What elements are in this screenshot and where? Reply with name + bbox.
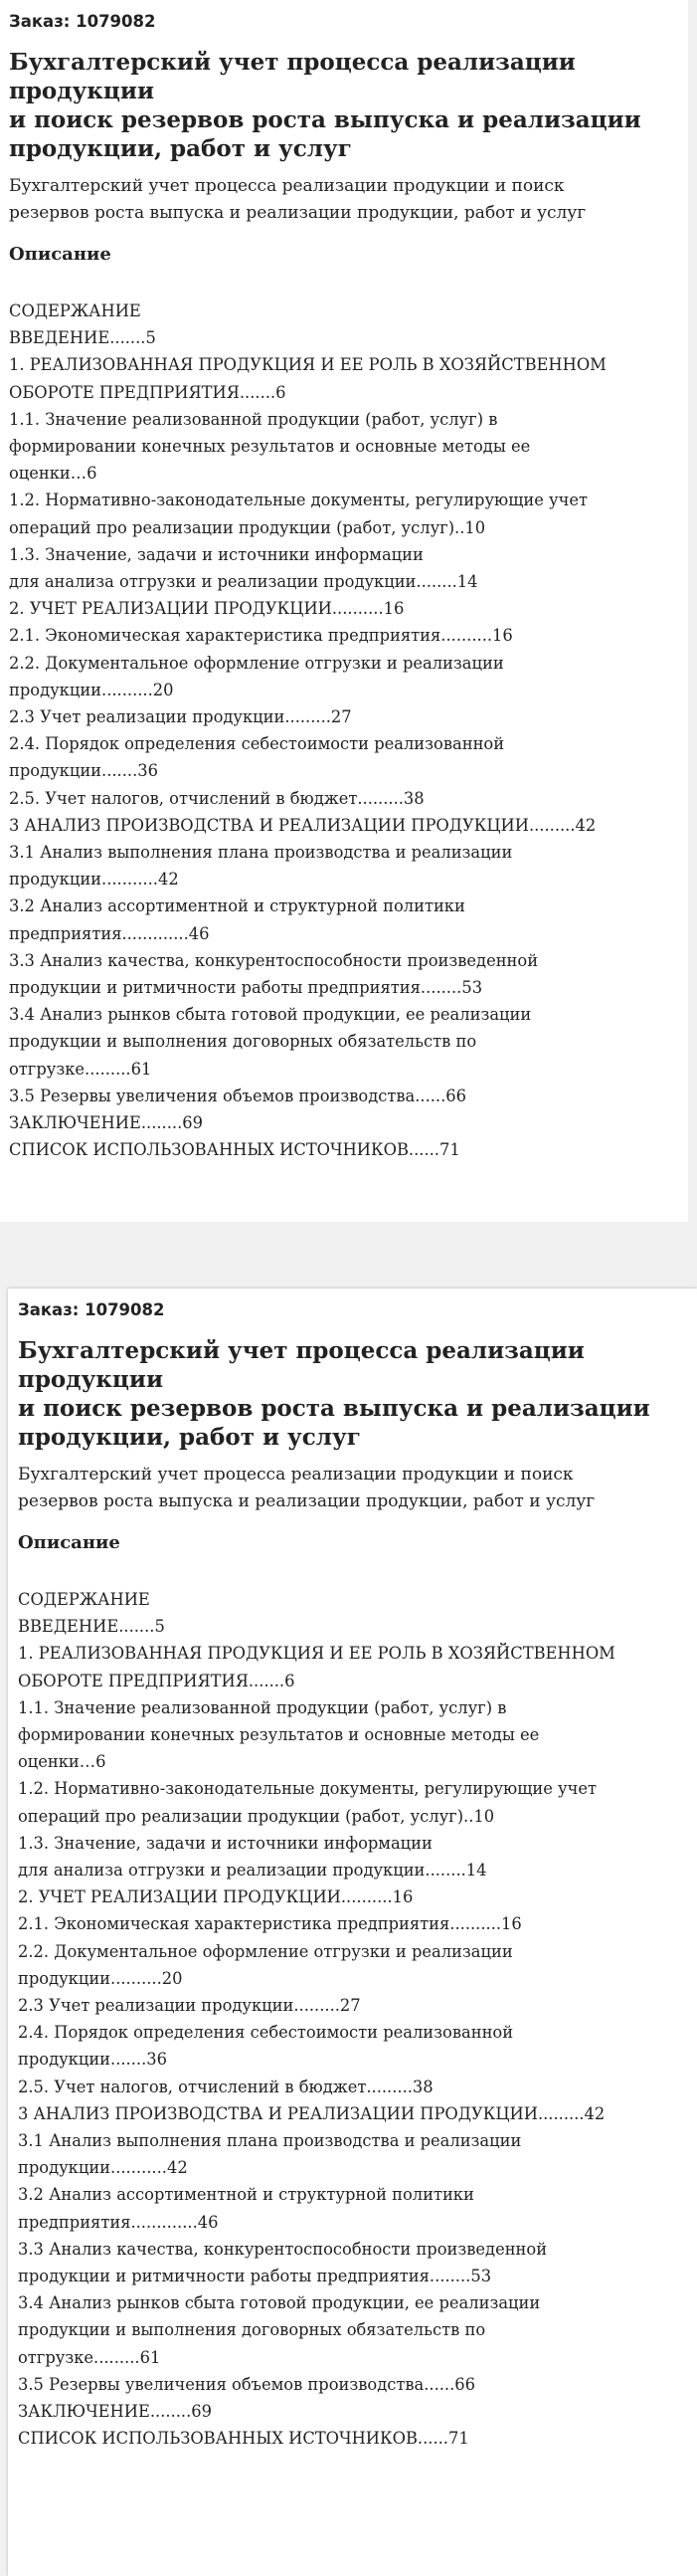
toc-line: 1. РЕАЛИЗОВАННАЯ ПРОДУКЦИЯ И ЕЕ РОЛЬ В ХОЗЯЙСТВЕННОМ [9, 355, 607, 375]
toc-line: продукции и ритмичности работы предприятия........53 [18, 2267, 492, 2286]
toc-line: 2. УЧЕТ РЕАЛИЗАЦИИ ПРОДУКЦИИ..........16 [9, 599, 405, 619]
document-card-primary [0, 0, 688, 1222]
table-of-contents [18, 1586, 687, 2453]
document-title-line: Бухгалтерский учет процесса реализации продукции [18, 1337, 585, 1393]
document-subtitle-line: Бухгалтерский учет процесса реализации продукции и поиск [18, 1465, 574, 1485]
toc-line: 2.4. Порядок определения себестоимости реализованной [18, 2023, 514, 2043]
toc-line: предприятия.............46 [9, 923, 210, 943]
toc-line: 1.2. Нормативно-законодательные документы, регулирующие учет [9, 491, 589, 510]
toc-line: продукции.......36 [18, 2050, 167, 2070]
toc-line: 3.3 Анализ качества, конкурентоспособности произведенной [18, 2239, 548, 2259]
toc-line: ЗАКЛЮЧЕНИЕ........69 [18, 2402, 212, 2422]
document-title-line: продукции, работ и услуг [9, 135, 352, 162]
toc-line: формировании конечных результатов и основные методы ее [9, 437, 531, 457]
toc-line: 3.1 Анализ выполнения плана производства и реализации [9, 843, 513, 863]
description-heading: Описание [9, 244, 111, 265]
toc-line: продукции и выполнения договорных обязательств по [9, 1032, 477, 1052]
document-subtitle-line: резервов роста выпуска и реализации продукции, работ и услуг [18, 1491, 596, 1511]
toc-line: 1.1. Значение реализованной продукции (работ, услуг) в [18, 1697, 507, 1717]
toc-line: оценки…6 [9, 464, 97, 484]
order-label: Заказ: 1079082 [18, 1300, 165, 1319]
toc-line: 1.3. Значение, задачи и источники информации [9, 544, 424, 564]
toc-line: 2.4. Порядок определения себестоимости реализованной [9, 734, 505, 754]
toc-line: 2.2. Документальное оформление отгрузки и реализации [18, 1941, 513, 1961]
toc-line: 2.1. Экономическая характеристика предприятия..........16 [9, 626, 513, 646]
toc-line: для анализа отгрузки и реализации продукции........14 [9, 572, 478, 592]
toc-line: ОБОРОТЕ ПРЕДПРИЯТИЯ.......6 [9, 382, 286, 402]
toc-line: ОБОРОТЕ ПРЕДПРИЯТИЯ.......6 [18, 1671, 295, 1690]
toc-line: 3 АНАЛИЗ ПРОИЗВОДСТВА И РЕАЛИЗАЦИИ ПРОДУКЦИИ.........42 [9, 815, 597, 835]
toc-line: ЗАКЛЮЧЕНИЕ........69 [9, 1113, 203, 1133]
toc-line: СОДЕРЖАНИЕ [18, 1590, 150, 1609]
toc-line: операций про реализации продукции (работ, услуг)..10 [9, 517, 486, 537]
document-subtitle-line: Бухгалтерский учет процесса реализации продукции и поиск [9, 176, 565, 196]
toc-line: 3.4 Анализ рынков сбыта готовой продукции, ее реализации [18, 2293, 541, 2313]
toc-line: 1.2. Нормативно-законодательные документы, регулирующие учет [18, 1779, 598, 1799]
document-title [18, 1336, 687, 1452]
toc-line: продукции..........20 [9, 680, 174, 699]
document-subtitle [9, 173, 679, 227]
description-heading: Описание [18, 1532, 120, 1553]
toc-line: 3.3 Анализ качества, конкурентоспособности произведенной [9, 950, 539, 970]
toc-line: 1.3. Значение, задачи и источники информации [18, 1833, 433, 1853]
toc-line: ВВЕДЕНИЕ.......5 [18, 1617, 165, 1637]
document-title-line: Бухгалтерский учет процесса реализации продукции [9, 49, 576, 104]
toc-line: отгрузке.........61 [18, 2347, 161, 2367]
toc-line: 1. РЕАЛИЗОВАННАЯ ПРОДУКЦИЯ И ЕЕ РОЛЬ В ХОЗЯЙСТВЕННОМ [18, 1644, 615, 1664]
toc-line: формировании конечных результатов и основные методы ее [18, 1725, 540, 1745]
toc-line: 1.1. Значение реализованной продукции (работ, услуг) в [9, 409, 498, 429]
toc-line: 2.1. Экономическая характеристика предприятия..........16 [18, 1914, 522, 1934]
document-title-line: продукции, работ и услуг [18, 1424, 361, 1451]
toc-line: 3.4 Анализ рынков сбыта готовой продукции, ее реализации [9, 1005, 532, 1025]
toc-line: 2.5. Учет налогов, отчислений в бюджет.........38 [9, 788, 425, 808]
toc-line: продукции и выполнения договорных обязательств по [18, 2320, 486, 2340]
toc-line: 3.1 Анализ выполнения плана производства и реализации [18, 2131, 522, 2151]
toc-line: СПИСОК ИСПОЛЬЗОВАННЫХ ИСТОЧНИКОВ......71 [18, 2429, 469, 2449]
document-title-line: и поиск резервов роста выпуска и реализации [18, 1395, 650, 1422]
order-label: Заказ: 1079082 [9, 12, 156, 31]
toc-line: 2.3 Учет реализации продукции.........27 [18, 1996, 361, 2016]
toc-line: ВВЕДЕНИЕ.......5 [9, 328, 156, 348]
document-subtitle-line: резервов роста выпуска и реализации продукции, работ и услуг [9, 203, 587, 223]
table-of-contents [9, 297, 679, 1164]
toc-line: 3.5 Резервы увеличения объемов производства......66 [18, 2374, 475, 2394]
document-title-line: и поиск резервов роста выпуска и реализации [9, 106, 641, 133]
toc-line: 3.5 Резервы увеличения объемов производства......66 [9, 1086, 466, 1105]
toc-line: отгрузке.........61 [9, 1059, 152, 1079]
toc-line: 2.5. Учет налогов, отчислений в бюджет.........38 [18, 2077, 434, 2096]
toc-line: для анализа отгрузки и реализации продукции........14 [18, 1861, 487, 1881]
toc-line: продукции...........42 [18, 2158, 188, 2178]
toc-line: СОДЕРЖАНИЕ [9, 301, 141, 320]
toc-line: предприятия.............46 [18, 2212, 219, 2232]
document-subtitle [18, 1462, 687, 1515]
toc-line: операций про реализации продукции (работ, услуг)..10 [18, 1806, 495, 1826]
document-card-duplicate [8, 1288, 697, 2576]
toc-line: продукции...........42 [9, 870, 179, 890]
toc-line: 2.2. Документальное оформление отгрузки и реализации [9, 653, 504, 673]
toc-line: продукции..........20 [18, 1968, 183, 1988]
toc-line: продукции.......36 [9, 761, 158, 781]
toc-line: оценки…6 [18, 1752, 106, 1772]
document-title [9, 48, 679, 163]
toc-line: 3 АНАЛИЗ ПРОИЗВОДСТВА И РЕАЛИЗАЦИИ ПРОДУКЦИИ.........42 [18, 2103, 606, 2123]
toc-line: продукции и ритмичности работы предприятия........53 [9, 978, 483, 998]
toc-line: 2.3 Учет реализации продукции.........27 [9, 707, 352, 727]
toc-line: 2. УЧЕТ РЕАЛИЗАЦИИ ПРОДУКЦИИ..........16 [18, 1887, 414, 1907]
toc-line: 3.2 Анализ ассортиментной и структурной политики [18, 2185, 474, 2205]
toc-line: СПИСОК ИСПОЛЬЗОВАННЫХ ИСТОЧНИКОВ......71 [9, 1140, 460, 1160]
toc-line: 3.2 Анализ ассортиментной и структурной политики [9, 896, 465, 916]
